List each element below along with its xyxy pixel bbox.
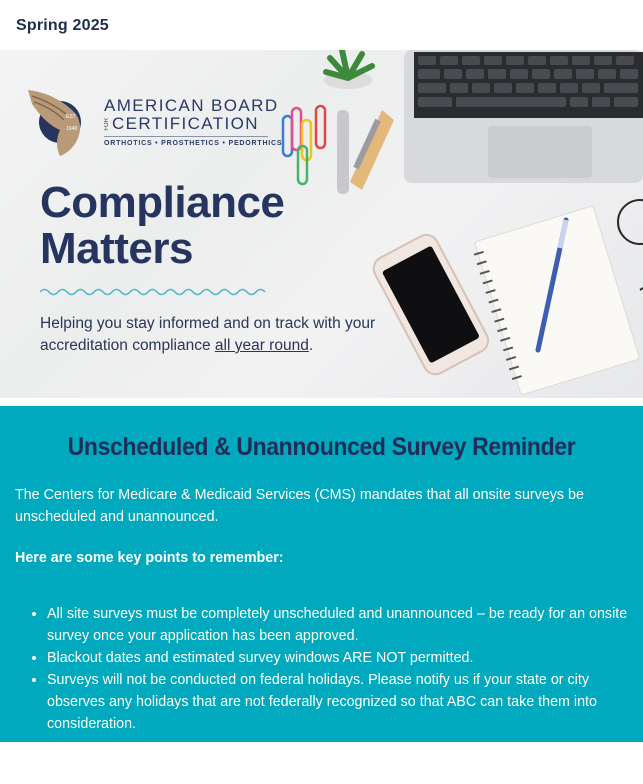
all-year-round-link[interactable]: all year round: [214, 337, 309, 354]
hero-subtitle-text: Helping you stay informed and on track with your accreditation compliance: [40, 315, 376, 354]
logo-for: FOR: [104, 117, 110, 131]
issue-label: Spring 2025: [16, 17, 109, 34]
abc-logo: [26, 86, 282, 158]
wave-divider: [40, 287, 270, 297]
hero-title-line1: Compliance: [40, 178, 285, 227]
logo-wordmark: [104, 97, 282, 147]
glasses-image: [618, 200, 643, 290]
winged-foot-icon: [26, 86, 96, 158]
hero-banner: [0, 50, 643, 398]
notebook-image: [471, 206, 640, 396]
hero-subtitle: [40, 313, 400, 357]
hero-subtitle-end: .: [308, 337, 314, 354]
logo-line1: AMERICAN BOARD: [104, 96, 279, 115]
paper-clips-image: [283, 106, 325, 184]
section-intro: The Centers for Medicare & Medicaid Services (CMS) mandates that all onsite surveys be unscheduled and unannounced.: [15, 487, 584, 525]
newsletter-header: [0, 0, 643, 50]
survey-reminder-section: [0, 406, 643, 742]
list-item: All site surveys must be completely unscheduled and unannounced – be ready for an onsite survey once your application has been approved.: [47, 603, 628, 647]
logo-certification: CERTIFICATION: [112, 114, 259, 133]
plant-image: [324, 50, 372, 89]
hero-title: [40, 180, 284, 272]
logo-line2: [104, 115, 282, 133]
list-item: Blackout dates and estimated survey windows ARE NOT permitted.: [47, 647, 628, 669]
binder-clip-image: [337, 110, 394, 194]
logo-year: 1948: [66, 126, 78, 132]
hero-title-line2: Matters: [40, 224, 193, 273]
section-heading: Unscheduled & Unannounced Survey Reminder: [67, 433, 576, 461]
key-points-list: [15, 603, 628, 735]
logo-divider: [104, 136, 268, 137]
key-points-label: Here are some key points to remember:: [15, 550, 284, 566]
list-item: Surveys will not be conducted on federal holidays. Please notify us if your state or city observes any holidays that are not federally recognized so that ABC can take them into consideration.: [47, 669, 628, 735]
laptop-image: [404, 50, 643, 183]
logo-tagline: ORTHOTICS • PROSTHETICS • PEDORTHICS: [104, 140, 283, 147]
logo-est: EST: [66, 114, 76, 120]
